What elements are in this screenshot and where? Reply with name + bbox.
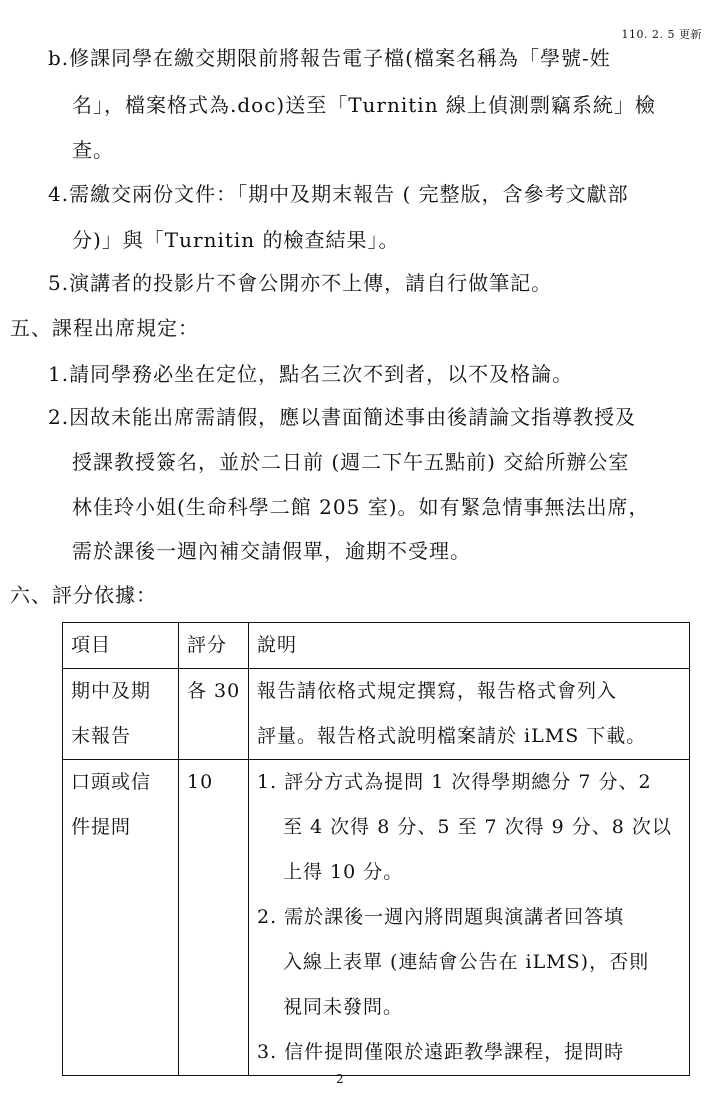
section-heading: 五、課程出席規定：: [10, 316, 199, 340]
body-line: 需於課後一週內補交請假單，逾期不受理。: [72, 539, 471, 563]
item-text: 末報告: [71, 725, 132, 747]
table-row: [63, 669, 690, 760]
body-line: 4.需繳交兩份文件：「期中及期末報告 ( 完整版，含參考文獻部: [48, 182, 629, 206]
item-cell: [63, 669, 179, 760]
desc-text: 1. 評分方式為提問 1 次得學期總分 7 分、2: [257, 771, 652, 793]
body-line: 分)」與「Turnitin 的檢查結果」。: [72, 228, 400, 252]
grading-table: [62, 622, 690, 1076]
section-heading: 六、評分依據：: [10, 583, 157, 607]
item-cell: [63, 760, 179, 1076]
update-note: 110. 2. 5 更新: [621, 28, 702, 41]
desc-text: 上得 10 分。: [283, 861, 404, 883]
body-line: 林佳玲小姐(生命科學二館 205 室)。如有緊急情事無法出席，: [72, 495, 650, 519]
body-line: 1.請同學務必坐在定位，點名三次不到者，以不及格論。: [48, 362, 574, 386]
score-cell: 各 30: [179, 669, 249, 760]
body-line: 5.演講者的投影片不會公開亦不上傳，請自行做筆記。: [48, 271, 553, 295]
table-header-row: [63, 623, 690, 669]
body-line: 2.因故未能出席需請假，應以書面簡述事由後請論文指導教授及: [48, 405, 637, 429]
page-number: 2: [336, 1072, 344, 1086]
desc-text: 3. 信件提問僅限於遠距教學課程，提問時: [257, 1041, 625, 1063]
desc-text: 2. 需於課後一週內將問題與演講者回答填: [257, 906, 625, 928]
header-cell-item: 項目: [63, 623, 179, 669]
item-text: 期中及期: [71, 680, 152, 702]
score-cell: 10: [179, 760, 249, 1076]
desc-cell: [249, 669, 690, 760]
body-line: b.修課同學在繳交期限前將報告電子檔(檔案名稱為「學號-姓: [48, 46, 611, 70]
desc-cell: [249, 760, 690, 1076]
header-cell-desc: 說明: [249, 623, 690, 669]
table-row: [63, 760, 690, 1076]
body-line: 授課教授簽名，並於二日前 (週二下午五點前) 交給所辦公室: [72, 450, 630, 474]
item-text: 口頭或信: [71, 771, 152, 793]
desc-text: 入線上表單 (連結會公告在 iLMS)，否則: [283, 951, 650, 973]
body-line: 查。: [72, 138, 114, 162]
desc-text: 評量。報告格式說明檔案請於 iLMS 下載。: [257, 725, 647, 747]
item-text: 件提問: [71, 816, 132, 838]
desc-text: 報告請依格式規定撰寫，報告格式會列入: [257, 680, 618, 702]
body-line: 名」，檔案格式為.doc)送至「Turnitin 線上偵測剽竊系統」檢: [72, 93, 656, 117]
desc-text: 至 4 次得 8 分、5 至 7 次得 9 分、8 次以: [283, 816, 672, 838]
header-cell-score: 評分: [179, 623, 249, 669]
desc-text: 視同未發問。: [283, 996, 404, 1018]
